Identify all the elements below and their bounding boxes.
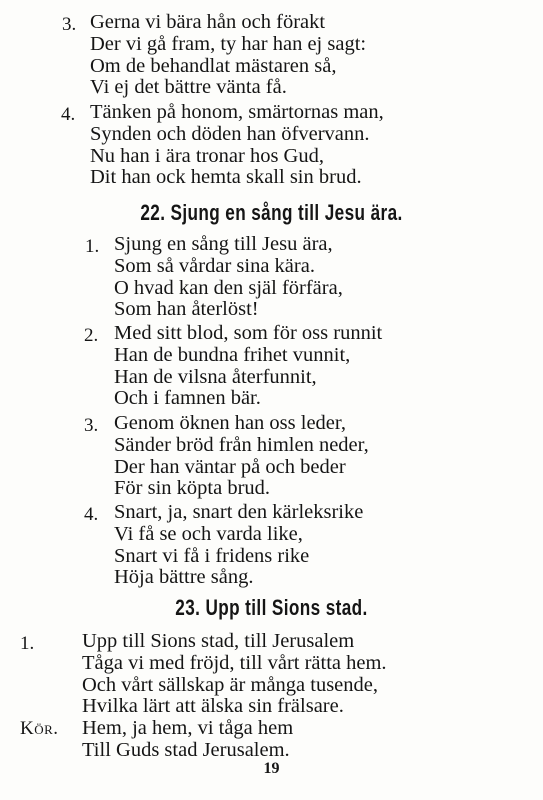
- verse-line: Om de behandlat mästaren så,: [90, 54, 337, 77]
- verse-number: 3.: [62, 14, 77, 35]
- verse-line: Hvilka lärt att älska sin frälsare.: [82, 695, 344, 718]
- verse-line: Med sitt blod, som för oss runnit: [114, 322, 383, 344]
- verse-number: 4.: [61, 104, 76, 125]
- verse-number: 1.: [85, 236, 100, 257]
- verse-line: O hvad kan den själ förfära,: [114, 276, 343, 299]
- verse-line: Gerna vi bära hån och förakt: [90, 11, 326, 33]
- verse-line: Vi ej det bättre vänta få.: [90, 76, 287, 99]
- hymn22-verse-1: [85, 233, 343, 321]
- verse-number: 2.: [84, 325, 99, 346]
- verse-line: Sjung en sång till Jesu ära,: [114, 233, 333, 255]
- verse-line: Dit han ock hemta skall sin brud.: [90, 166, 362, 189]
- hymn23-title: 23. Upp till Sions stad.: [175, 595, 368, 620]
- verse-line: Och vårt sällskap är många tusende,: [82, 673, 379, 696]
- verse-number: 4.: [84, 504, 99, 525]
- verse-line: Och i famnen bär.: [114, 387, 261, 410]
- hymn22-verse-4: [84, 501, 364, 589]
- verse-line: Han de bundna frihet vunnit,: [114, 343, 351, 366]
- hymn22-title: 22. Sjung en sång till Jesu ära.: [140, 200, 403, 225]
- verse-line: Der vi gå fram, ty har han ej sagt:: [90, 32, 367, 55]
- verse-line: Sänder bröd från himlen neder,: [114, 433, 369, 456]
- hymn22-verse-3: [84, 412, 369, 500]
- chorus-label: Kör.: [20, 718, 59, 739]
- verse-line: Genom öknen han oss leder,: [114, 412, 347, 434]
- verse-line: Tänken på honom, smärtornas man,: [90, 101, 384, 123]
- hymn23-verse-1: [20, 630, 387, 718]
- hymn21-verse-4: [61, 101, 384, 189]
- verse-number: 1.: [20, 633, 35, 654]
- verse-line: Nu han i ära tronar hos Gud,: [90, 144, 324, 167]
- verse-line: Han de vilsna återfunnit,: [114, 365, 317, 388]
- verse-line: Som så vårdar sina kära.: [114, 254, 315, 277]
- verse-line: Som han återlöst!: [114, 298, 259, 321]
- verse-line: Vi få se och varda like,: [114, 522, 303, 545]
- verse-line: För sin köpta brud.: [114, 477, 271, 500]
- verse-line: Snart, ja, snart den kärleksrike: [114, 501, 364, 523]
- verse-line: Upp till Sions stad, till Jerusalem: [82, 630, 355, 652]
- page-number: 19: [263, 760, 280, 777]
- verse-line: Snart vi få i fridens rike: [114, 544, 310, 567]
- chorus-line: Till Guds stad Jerusalem.: [82, 738, 290, 761]
- verse-line: Synden och döden han öfvervann.: [90, 122, 370, 145]
- hymn23-chorus: [20, 717, 294, 762]
- verse-line: Tåga vi med fröjd, till vårt rätta hem.: [82, 651, 387, 674]
- hymn21-verse-3: [62, 11, 367, 99]
- verse-line: Der han väntar på och beder: [114, 455, 346, 478]
- verse-line: Höja bättre sång.: [114, 566, 254, 589]
- hymn22-verse-2: [84, 322, 383, 410]
- verse-number: 3.: [84, 415, 99, 436]
- chorus-line: Hem, ja hem, vi tåga hem: [82, 717, 294, 739]
